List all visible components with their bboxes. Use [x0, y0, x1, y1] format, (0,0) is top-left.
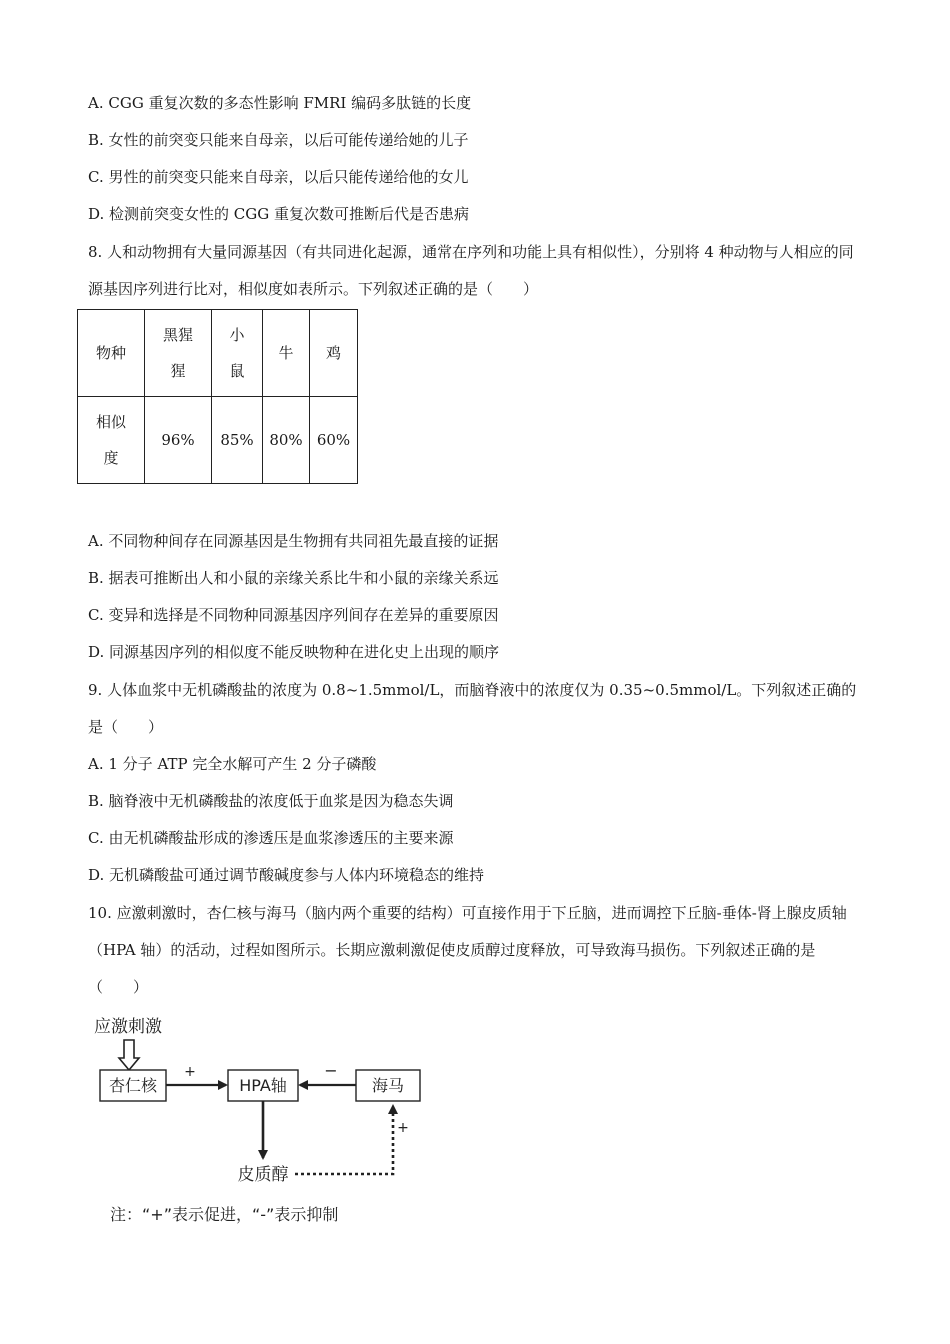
q8-option-a: A. 不同物种间存在同源基因是生物拥有共同祖先最直接的证据 — [88, 532, 499, 550]
row-similarity-label: 相似 度 — [78, 397, 145, 484]
promote-sign-2: + — [397, 1120, 409, 1136]
cortisol-to-hippocampus-arrow — [295, 1106, 393, 1174]
hpa-axis-diagram — [90, 1008, 510, 1233]
q9-option-c: C. 由无机磷酸盐形成的渗透压是血浆渗透压的主要来源 — [88, 829, 454, 847]
hippocampus-label: 海马 — [371, 1076, 405, 1095]
header-cattle: 牛 — [263, 310, 310, 397]
q8-option-b: B. 据表可推断出人和小鼠的亲缘关系比牛和小鼠的亲缘关系远 — [88, 569, 499, 587]
q10-stem: 10. 应激刺激时，杏仁核与海马（脑内两个重要的结构）可直接作用于下丘脑，进而调控下丘脑-垂体-肾上腺皮质轴（HPA 轴）的活动，过程如图所示。长期应激刺激促使皮质醇过度释放，可导致海马损伤。下列叙述正确的是（ ） — [88, 904, 847, 996]
q9-option-a: A. 1 分子 ATP 完全水解可产生 2 分子磷酸 — [88, 755, 377, 773]
header-species-label: 物种 — [78, 310, 145, 397]
q7-option-a: A. CGG 重复次数的多态性影响 FMRI 编码多肽链的长度 — [88, 94, 472, 112]
hollow-down-arrow — [119, 1040, 139, 1070]
q9-option-b: B. 脑脊液中无机磷酸盐的浓度低于血浆是因为稳态失调 — [88, 792, 454, 810]
stimulus-label: 应激刺激 — [94, 1017, 162, 1037]
value-mouse: 85% — [212, 397, 263, 484]
q7-option-b: B. 女性的前突变只能来自母亲，以后可能传递给她的儿子 — [88, 131, 469, 149]
promote-sign: + — [184, 1064, 196, 1080]
q9-stem: 9. 人体血浆中无机磷酸盐的浓度为 0.8~1.5mmol/L，而脑脊液中的浓度仅为 0.35~0.5mmol/L。下列叙述正确的是（ ） — [88, 681, 857, 736]
similarity-table — [77, 309, 358, 484]
inhibit-sign: − — [324, 1061, 338, 1080]
q7-option-d: D. 检测前突变女性的 CGG 重复次数可推断后代是否患病 — [88, 205, 470, 223]
header-chimpanzee: 黑猩 猩 — [145, 310, 212, 397]
value-chicken: 60% — [310, 397, 358, 484]
diagram-note: 注：“+”表示促进，“-”表示抑制 — [110, 1205, 339, 1224]
value-chimpanzee: 96% — [145, 397, 212, 484]
table-value-row — [78, 397, 358, 484]
header-mouse: 小 鼠 — [212, 310, 263, 397]
header-chicken: 鸡 — [310, 310, 358, 397]
q9-option-d: D. 无机磷酸盐可通过调节酸碱度参与人体内环境稳态的维持 — [88, 866, 485, 884]
q8-option-d: D. 同源基因序列的相似度不能反映物种在进化史上出现的顺序 — [88, 643, 500, 661]
table-header-row — [78, 310, 358, 397]
q8-stem: 8. 人和动物拥有大量同源基因（有共同进化起源，通常在序列和功能上具有相似性），分别将 4 种动物与人相应的同源基因序列进行比对，相似度如表所示。下列叙述正确的是（ ） — [88, 243, 854, 298]
q8-option-c: C. 变异和选择是不同物种同源基因序列间存在差异的重要原因 — [88, 606, 499, 624]
value-cattle: 80% — [263, 397, 310, 484]
q7-option-c: C. 男性的前突变只能来自母亲，以后只能传递给他的女儿 — [88, 168, 469, 186]
cortisol-label: 皮质醇 — [237, 1165, 289, 1185]
hpa-axis-label: HPA轴 — [239, 1076, 287, 1095]
amygdala-label: 杏仁核 — [108, 1076, 158, 1095]
